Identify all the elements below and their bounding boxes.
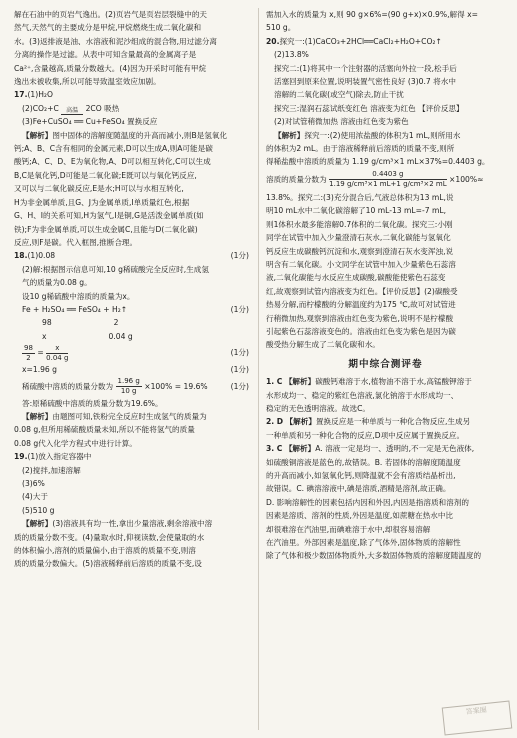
- unknown-row: x 0.04 g: [42, 331, 133, 341]
- ratio-right: $\frac{x}{0.04 g}$: [46, 343, 69, 362]
- analysis-text: 明10 mL水中二氧化碳溶解了10 mL-13 mL=-7 mL,: [266, 206, 447, 216]
- text-line: 气的质量为0.08 g。: [22, 278, 92, 288]
- analysis-text: 反应,则F是碳。代入框图,推断合理。: [14, 237, 138, 247]
- analysis-tag: 【解析】: [22, 519, 53, 529]
- mass-fraction: $\frac{1.96 g}{10 g}$: [117, 377, 140, 396]
- concentration-fraction: $\frac{0.4403 g}{\text{1.19 g/cm³×1 mL+1 g/cm³×2 mL}}$: [329, 170, 447, 189]
- question-number: 17.: [14, 90, 28, 100]
- column-divider: [258, 8, 259, 730]
- analysis-text: 却很难溶在汽油里,而碘难溶于水中,却很容易溶解: [266, 524, 431, 534]
- answer-line: (5)510 g: [22, 505, 55, 515]
- result-line: x=1.96 g (1分): [14, 363, 249, 376]
- answer-line: 探究一:(1)CaCO₃+2HCl══CaCl₂+H₂O+CO₂↑: [279, 36, 442, 46]
- analysis-tag: 【解析】: [285, 417, 316, 427]
- answer-line: 探究三:湿润石蕊试纸变红色 溶液变为红色 【评价反思】: [274, 103, 464, 113]
- analysis-text: 由题图可知,铁粉完全反应时生成氢气的质量为: [52, 411, 207, 421]
- score: (1分): [230, 365, 249, 375]
- text-line: (2)解:根据图示信息可知,10 g稀硫酸完全反应时,生成氢: [22, 264, 209, 274]
- analysis-text: G、H、I的关系可知,H为氢气,I是铜,G是活泼金属单质(如: [14, 211, 204, 221]
- answer-line: (4)大于: [22, 492, 48, 502]
- q18: [14, 249, 249, 450]
- section-title: 期中综合测评卷: [348, 358, 423, 370]
- question-number: 18.: [14, 251, 28, 261]
- analysis-text: 因素是溶质、溶剂的性质,外因是温度,如蔗糖在热水中比: [266, 511, 454, 521]
- q16-continuation: [14, 8, 249, 88]
- analysis-text: 酸受热分解生成了二氧化碳和水。: [266, 340, 380, 350]
- q19: [14, 450, 249, 571]
- answer-line: 答:原稀硫酸中溶质的质量分数为19.6%。: [22, 398, 163, 408]
- text-line: 510 g。: [266, 23, 296, 33]
- analysis-text: 质的质量分数偏大。(5)溶液稀释前后溶质的质量不变,设: [14, 559, 202, 569]
- q20-analysis-first-line: [266, 129, 505, 142]
- answer-line: 溶解的二氧化碳(或空气)除去,防止干扰: [274, 90, 404, 100]
- analysis-text: 0.08 g,但所用稀硫酸质量未知,所以不能将氢气的质量: [14, 425, 195, 435]
- text-line: 分离的操作是过滤。从表中可知含量最高的金属离子是: [14, 50, 197, 60]
- analysis-text: 探究一:(2)使用浓盐酸的体积为1 mL,则所用水: [304, 130, 461, 140]
- analysis-text: 热易分解,而柠檬酸的分解温度约为175 ℃,故可对试管进: [266, 300, 456, 310]
- answer-line: (1)0.08: [27, 251, 56, 261]
- analysis-text: 在汽油里。外部因素是温度,除了气体外,固体物质的溶解性: [266, 538, 461, 548]
- question-number: 19.: [14, 452, 28, 462]
- analysis-text: 钙反应生成碳酸钙沉淀和水,观察到澄清石灰水变浑浊,说: [266, 246, 454, 256]
- q17: [14, 88, 249, 249]
- analysis-tag: 【解析】: [274, 130, 305, 140]
- equation-right: 2CO 吸热: [85, 103, 120, 113]
- answer-line: 探究二:(1)将其中一个注射器的活塞向外拉一段,松手后: [274, 63, 457, 73]
- question-number: 2. D: [266, 417, 284, 427]
- analysis-tag: 【解析】: [22, 130, 53, 140]
- q19-analysis-first-line: [14, 517, 249, 530]
- q20: [266, 35, 505, 352]
- mc-2: [266, 415, 505, 442]
- analysis-text: 行稍微加热,观察到溶液由红色变为紫色,说明不是柠檬酸: [266, 313, 454, 323]
- analysis-text: 钙;A、B、C含有相同的金属元素,D可以生成A,则A可能是碳: [14, 144, 213, 154]
- score: (1分): [230, 348, 249, 358]
- equation-fe-cuso4: (3)Fe+CuSO₄ ══ Cu+FeSO₄ 置换反应: [22, 117, 158, 127]
- analysis-text: 质的质量分数不变。(4)量取水时,仰视读数,会使量取的水: [14, 532, 205, 542]
- analysis-text: 一种单质和另一种化合物的反应,D项中反应属于置换反应。: [266, 430, 465, 440]
- score: (1分): [230, 381, 249, 391]
- analysis-text: H为非金属单质,且G、J为金属单质,I单质量红色,根据: [14, 197, 190, 207]
- answer-line: (3)6%: [22, 479, 45, 488]
- analysis-text: 明含有二氧化碳。小文同学在试管中加入少量紫色石蕊溶: [266, 259, 456, 269]
- mass-fraction-line: 稀硫酸中溶质的质量分数为 $\frac{1.96 g}{10 g}$ ×100% = 19.6% (1分): [22, 377, 249, 396]
- text-line: 逸出未被收集,所以可能导致温室效应加剧。: [14, 77, 161, 87]
- mc-3: [266, 442, 505, 563]
- analysis-text: 的体积偏小,溶剂的质量偏小,由于溶质的质量不变,则溶: [14, 546, 196, 556]
- text-line: Ca²⁺,含量越高,质量分数越大。(4)因为开采时可能有甲烷: [14, 63, 207, 73]
- score: (1分): [230, 251, 249, 261]
- answer-line: 活塞回到原来位置,说明装置气密性良好 (3)0.7 将水中: [274, 77, 456, 87]
- text-line: 水。(3)返排液是油、水溶液和泥沙组成的混合物,用过滤分离: [14, 36, 218, 46]
- analysis-tag: 【解析】: [22, 411, 53, 421]
- question-number: 3. C: [266, 444, 283, 454]
- left-column: [14, 8, 249, 571]
- analysis-text: 铁);F为非金属单质,可以生成金属C,且能与D(二氧化碳): [14, 224, 198, 234]
- equation-co2-c: [14, 102, 249, 115]
- analysis-tag: 【解析】: [284, 377, 316, 387]
- answer-line: (1)放入指定容器中: [27, 452, 92, 462]
- analysis-text: A. 溶液一定是均一、透明的,不一定是无色液体,: [315, 444, 475, 454]
- analysis-text: 则1体积水最多能溶解0.7体积的二氧化碳。探究三:小刚: [266, 219, 453, 229]
- analysis-text: 水形成均一、稳定的紫红色溶液,氯化钠溶于水形成均一、: [266, 390, 459, 400]
- right-column: [266, 8, 505, 563]
- analysis-text: 故错误。C. 碘溶溶液中,碘是溶质,酒精是溶剂,故正确。: [266, 484, 451, 494]
- q19-continuation: [266, 8, 505, 35]
- answer-line: (2)13.8%: [274, 50, 309, 60]
- analysis-tag: 【解析】: [284, 444, 316, 454]
- analysis-text: 的体积为2 mL。由于溶液稀释前后溶质的质量不变,则所: [266, 144, 455, 154]
- equation-left: (2)CO₂+C: [22, 103, 59, 113]
- analysis-text: 红,故观察到试管内溶液变为红色。【评价反思】(2)碳酸受: [266, 286, 458, 296]
- q17-analysis-first-line: [14, 129, 249, 142]
- analysis-text: 酸钙;A、C、D、E为氧化物,A、D可以相互转化,C可以生成: [14, 157, 211, 167]
- analysis-text: 的升高而减小,如氢氧化钙,则降温就不会有溶质结晶析出,: [266, 471, 456, 480]
- analysis-text: 除了气体和极少数固体物质外,大多数固体物质的溶解度随温度的: [266, 551, 482, 561]
- analysis-text: 又可以与二氧化碳反应,E是水;H可以与水相互转化,: [14, 184, 184, 194]
- concentration-fraction-line: 溶质的质量分数为 $\frac{0.4403 g}{\text{1.19 g/cm³×1 mL+1 g/cm³×2 mL}}$ ×100%≈: [266, 170, 484, 189]
- text-line: 设10 g稀硫酸中溶质的质量为x。: [22, 291, 135, 301]
- analysis-text: B,C是氧化钙,D可能是二氧化碳;E既可以与氧化钙反应,: [14, 170, 197, 180]
- answer-line: (2)对试管稍微加热 溶液由红色变为紫色: [274, 117, 409, 127]
- answer-line: (2)搅拌,加速溶解: [22, 465, 81, 475]
- analysis-text: 置换反应是一种单质与一种化合物反应,生成另: [315, 417, 471, 427]
- molar-mass-row: 98 2: [42, 318, 119, 328]
- ratio-left: $\frac{98}{2}$: [24, 343, 33, 362]
- reaction-condition: 高温: [61, 107, 83, 115]
- answer-line: (1)H₂O: [27, 90, 53, 100]
- mc-1: [266, 375, 505, 415]
- question-number: 20.: [266, 36, 280, 46]
- analysis-text: 如硫酸铜溶液是蓝色的,故错误。B. 若固体的溶解度随温度: [266, 457, 461, 467]
- text-line: 然气,天然气的主要成分是甲烷,甲烷燃烧生成二氧化碳和: [14, 23, 202, 33]
- text-line: 解在石油中的页岩气逸出。(2)页岩气是页岩层裂缝中的天: [14, 10, 208, 19]
- analysis-text: 液,二氧化碳能与水反应生成碳酸,碳酸能使紫色石蕊变: [266, 273, 446, 283]
- analysis-text: 0.08 g代入化学方程式中进行计算。: [14, 438, 137, 448]
- analysis-text: 稳定的无色透明溶液。故选C。: [266, 403, 371, 413]
- q18-analysis-first-line: [14, 410, 249, 423]
- watermark-stamp: 答案圈: [442, 701, 513, 736]
- analysis-text: 13.8%。探究二:(3)充分混合后,气液总体积为13 mL,说: [266, 192, 454, 202]
- equation-fe-h2so4: Fe + H₂SO₄ ══ FeSO₄ + H₂↑ (1分): [14, 303, 249, 316]
- analysis-text: (3)溶液具有均一性,拿出少量溶液,剩余溶液中溶: [52, 519, 213, 529]
- text-line: 需加入水的质量为 x,则 90 g×6%=(90 g+x)×0.9%,解得 x=: [266, 10, 478, 19]
- analysis-text: 碳酸钙难溶于水,植物油不溶于水,高锰酸钾溶于: [315, 377, 472, 387]
- analysis-text: 引起紫色石蕊溶液变色的。溶液由红色变为紫色是因为碳: [266, 326, 456, 336]
- analysis-text: D. 影响溶解性的因素包括内因和外因,内因是指溶质和溶剂的: [266, 497, 469, 507]
- ratio-row: $\frac{98}{2}$ = $\frac{x}{0.04 g}$ (1分): [24, 343, 249, 362]
- score: (1分): [230, 304, 249, 314]
- question-number: 1. C: [266, 377, 283, 387]
- analysis-text: 同学在试管中加入少量澄清石灰水,二氧化碳能与氢氧化: [266, 233, 451, 243]
- analysis-text: 得稀盐酸中溶质的质量为 1.19 g/cm³×1 mL×37%=0.4403 g。: [266, 157, 490, 167]
- analysis-text: 图中固体的溶解度随温度的升高而减小,则B是氢氧化: [52, 130, 228, 140]
